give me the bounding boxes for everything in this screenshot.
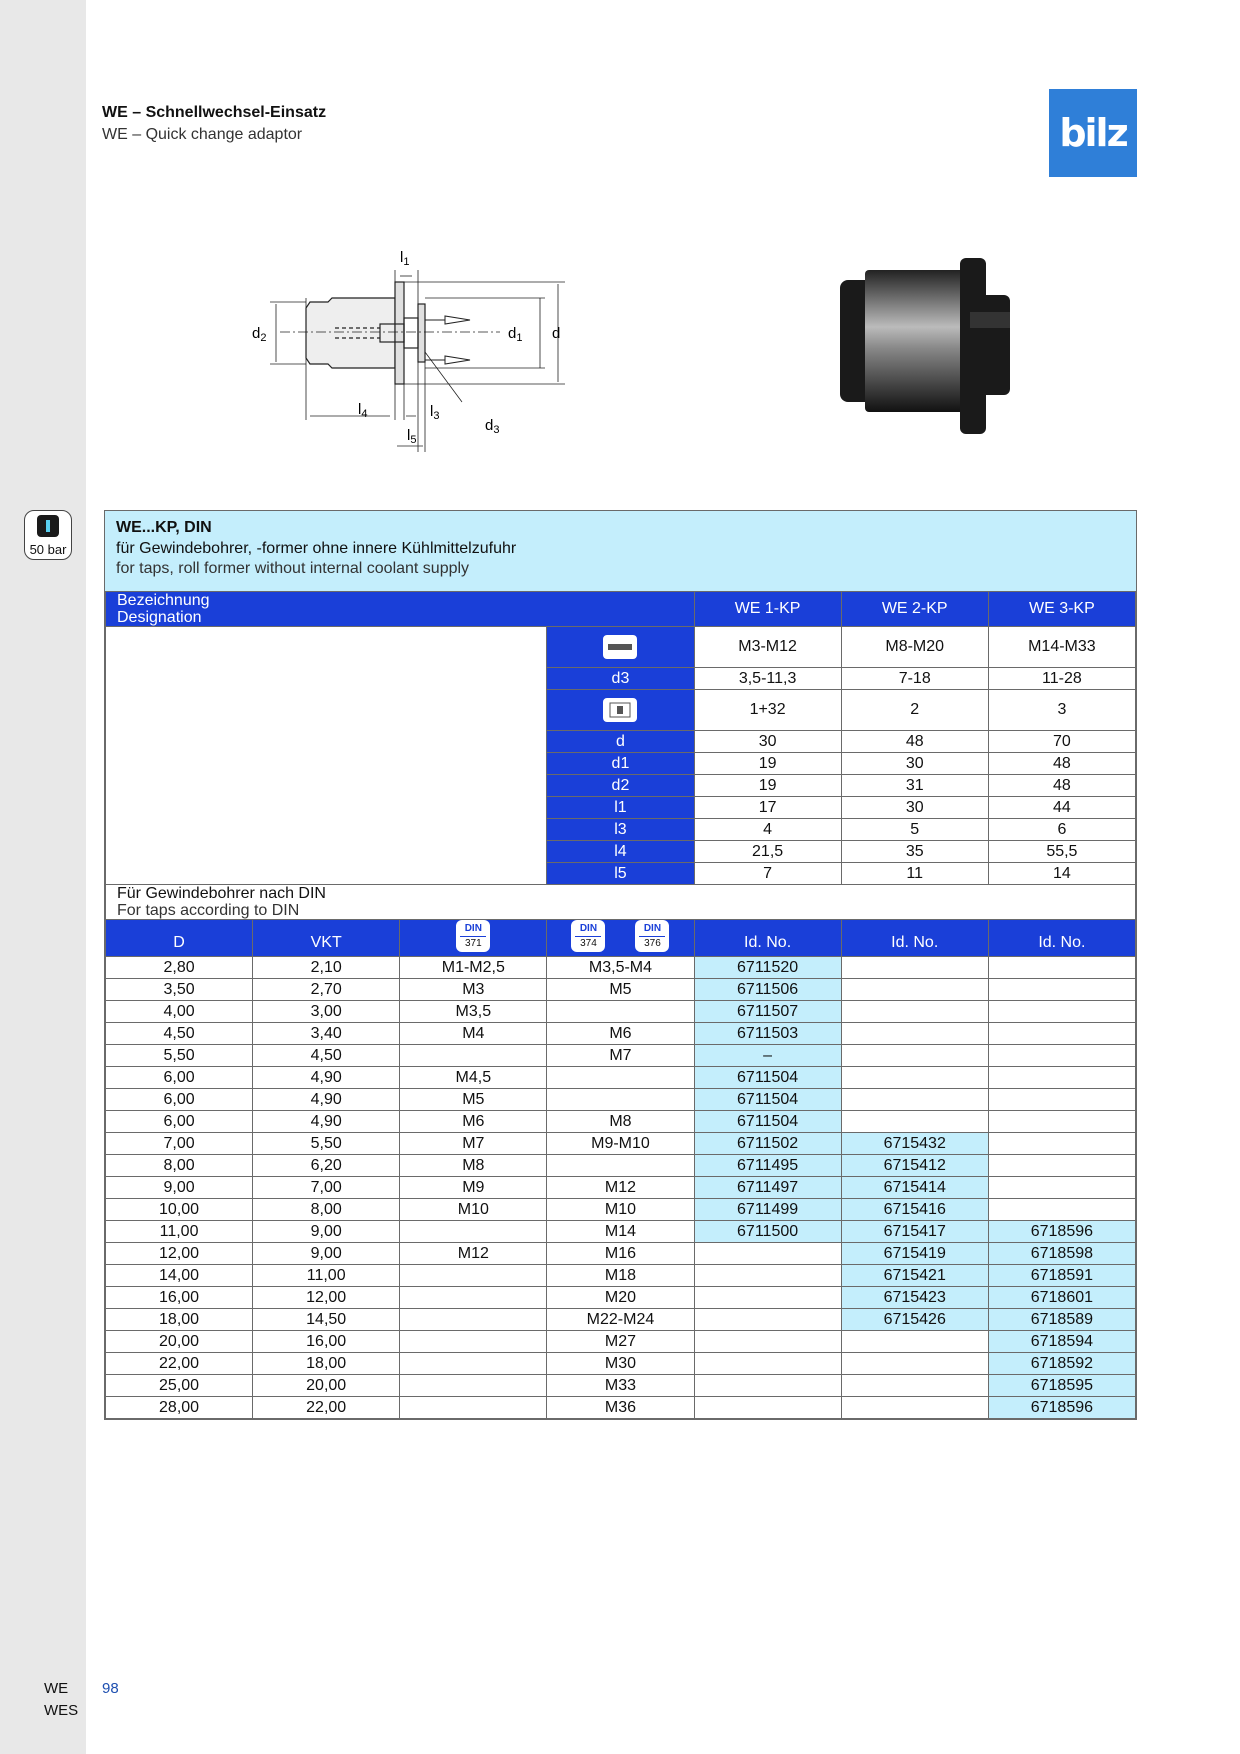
spec-cell: M3-M12 (694, 627, 841, 668)
table-cell: 6718601 (988, 1287, 1135, 1309)
specification-table (104, 510, 1137, 1420)
label-l3: l (430, 403, 434, 420)
table-cell: 6711504 (694, 1089, 841, 1111)
table-cell: M12 (547, 1177, 694, 1199)
sidebar (0, 0, 86, 1754)
table-cell: 14,00 (106, 1265, 253, 1287)
table-cell: 3,50 (106, 979, 253, 1001)
table-cell: 11,00 (106, 1221, 253, 1243)
spec-cell: 30 (841, 797, 988, 819)
table-row (106, 1287, 1136, 1309)
table-cell: 6,00 (106, 1111, 253, 1133)
label-d1: d (508, 325, 517, 342)
table-cell: 9,00 (106, 1177, 253, 1199)
spec-cell: 3 (988, 690, 1135, 731)
table-cell: M8 (547, 1111, 694, 1133)
table-cell: 6711507 (694, 1001, 841, 1023)
column-header-vkt: VKT (253, 920, 400, 957)
table-cell: 6,00 (106, 1089, 253, 1111)
table-cell (841, 1045, 988, 1067)
label-d3: d (485, 417, 494, 434)
table-cell: 4,90 (253, 1067, 400, 1089)
label-d2-sub: 2 (260, 332, 267, 344)
table-row (106, 1001, 1136, 1023)
spec-row-label: l1 (547, 797, 694, 819)
table-cell (841, 957, 988, 979)
table-cell (547, 1067, 694, 1089)
spec-row-label: l5 (547, 863, 694, 885)
spec-cell: 48 (988, 775, 1135, 797)
table-cell: M5 (547, 979, 694, 1001)
table-cell: 25,00 (106, 1375, 253, 1397)
table-cell: 4,50 (106, 1023, 253, 1045)
din-374-icon: DIN 374 (571, 920, 605, 952)
spec-row-label: d2 (547, 775, 694, 797)
page-title: WE – Schnellwechsel-Einsatz (102, 104, 327, 121)
table-cell (694, 1309, 841, 1331)
table-cell (988, 957, 1135, 979)
spec-cell: 19 (694, 775, 841, 797)
size-row-label (547, 690, 694, 731)
table-cell (400, 1221, 547, 1243)
label-l5-sub: 5 (410, 434, 417, 446)
table-cell: M36 (547, 1397, 694, 1419)
label-l3-sub: 3 (433, 410, 440, 422)
table-cell: M20 (547, 1287, 694, 1309)
table-row (106, 1375, 1136, 1397)
table-cell (547, 1001, 694, 1023)
svg-text:l5 (407, 427, 416, 446)
description-en: for taps, roll former without internal coolant supply (116, 560, 470, 577)
table-cell: M16 (547, 1243, 694, 1265)
table-cell: 2,80 (106, 957, 253, 979)
table-row (106, 1265, 1136, 1287)
table-row (106, 1089, 1136, 1111)
table-cell: M6 (547, 1023, 694, 1045)
table-cell: 10,00 (106, 1199, 253, 1221)
table-cell (694, 1397, 841, 1419)
spec-cell: 6 (988, 819, 1135, 841)
table-cell (400, 1331, 547, 1353)
table-cell (400, 1287, 547, 1309)
spec-cell: 70 (988, 731, 1135, 753)
spec-cell: 7 (694, 863, 841, 885)
label-l1: l (400, 249, 404, 266)
coolant-pressure-badge (24, 510, 72, 560)
table-cell (841, 1089, 988, 1111)
description-de: für Gewindebohrer, -former ohne innere Kühlmittelzufuhr (116, 540, 517, 557)
spec-cell: 1+32 (694, 690, 841, 731)
spec-cell: 48 (988, 753, 1135, 775)
table-cell: 6718591 (988, 1265, 1135, 1287)
table-cell (400, 1353, 547, 1375)
table-cell: 4,00 (106, 1001, 253, 1023)
column-header-d: D (106, 920, 253, 957)
table-cell: 2,70 (253, 979, 400, 1001)
spec-cell: 14 (988, 863, 1135, 885)
table-cell (400, 1309, 547, 1331)
table-cell (694, 1287, 841, 1309)
table-cell: 12,00 (253, 1287, 400, 1309)
table-cell: M7 (400, 1133, 547, 1155)
bilz-logo: bilz (1049, 89, 1137, 177)
technical-drawing (240, 240, 570, 460)
table-row (106, 1199, 1136, 1221)
label-l4: l (358, 401, 362, 418)
table-row (106, 1221, 1136, 1243)
section-code-we: WE (44, 1680, 69, 1697)
table-cell: 6715419 (841, 1243, 988, 1265)
table-cell: 4,90 (253, 1111, 400, 1133)
spec-cell: 21,5 (694, 841, 841, 863)
table-cell: 6711499 (694, 1199, 841, 1221)
table-cell: 6715432 (841, 1133, 988, 1155)
section-code-wes: WES (44, 1702, 79, 1719)
spec-cell: M14-M33 (988, 627, 1135, 668)
label-l1-sub: 1 (403, 256, 410, 268)
table-cell (400, 1375, 547, 1397)
table-cell: 14,50 (253, 1309, 400, 1331)
table-cell (988, 1023, 1135, 1045)
spec-cell: 17 (694, 797, 841, 819)
spec-row-label: l4 (547, 841, 694, 863)
table-cell: 6711495 (694, 1155, 841, 1177)
table-row (106, 1353, 1136, 1375)
table-cell: 8,00 (253, 1199, 400, 1221)
table-cell: 6711504 (694, 1111, 841, 1133)
intro-panel (105, 511, 1136, 591)
label-d1-sub: 1 (516, 332, 523, 344)
column-header-din371 (400, 920, 547, 957)
designation-header (106, 592, 695, 627)
table-cell (988, 1199, 1135, 1221)
table-cell: 6715423 (841, 1287, 988, 1309)
table-cell: 9,00 (253, 1221, 400, 1243)
table-cell: M6 (400, 1111, 547, 1133)
table-cell: 18,00 (106, 1309, 253, 1331)
label-d2: d (252, 325, 261, 342)
designation-label-en: Designation (117, 609, 202, 626)
svg-text:l3 (430, 403, 439, 422)
table-cell: 6715414 (841, 1177, 988, 1199)
table-cell: 6715421 (841, 1265, 988, 1287)
table-cell (841, 1375, 988, 1397)
table-cell (841, 1001, 988, 1023)
table-row (106, 979, 1136, 1001)
table-cell: 6718596 (988, 1397, 1135, 1419)
table-cell: M8 (400, 1155, 547, 1177)
table-cell: M30 (547, 1353, 694, 1375)
pressure-label: 50 bar (29, 542, 67, 557)
table-cell: M9-M10 (547, 1133, 694, 1155)
spec-cell: 11 (841, 863, 988, 885)
table-cell (694, 1265, 841, 1287)
table-row (106, 1045, 1136, 1067)
svg-text:l1 (400, 249, 409, 268)
table-cell (841, 1023, 988, 1045)
table-cell (988, 1089, 1135, 1111)
table-cell (694, 1375, 841, 1397)
svg-text:d2 (252, 325, 266, 344)
table-cell (547, 1155, 694, 1177)
table-cell (988, 979, 1135, 1001)
table-cell: M18 (547, 1265, 694, 1287)
spec-cell: 55,5 (988, 841, 1135, 863)
table-row (106, 1331, 1136, 1353)
tap-table-body (106, 957, 1136, 1419)
table-cell (841, 1397, 988, 1419)
spec-row-label: d1 (547, 753, 694, 775)
table-cell: M4,5 (400, 1067, 547, 1089)
table-cell: 6711497 (694, 1177, 841, 1199)
table-cell (694, 1331, 841, 1353)
table-cell (988, 1001, 1135, 1023)
spec-row-label: d3 (547, 668, 694, 690)
table-cell: 22,00 (106, 1353, 253, 1375)
din-note (106, 885, 1136, 920)
tap-range-row-label (547, 627, 694, 668)
table-row (106, 1309, 1136, 1331)
table-cell (988, 1067, 1135, 1089)
spec-blank-area (106, 627, 547, 885)
label-d3-sub: 3 (493, 424, 500, 436)
spec-cell: 44 (988, 797, 1135, 819)
table-cell: 3,00 (253, 1001, 400, 1023)
size-icon (603, 698, 637, 722)
label-l5: l (407, 427, 411, 444)
tap-icon (603, 635, 637, 659)
table-cell (694, 1243, 841, 1265)
coolant-drop-icon (37, 515, 59, 537)
table-cell: 5,50 (106, 1045, 253, 1067)
table-row (106, 1111, 1136, 1133)
table-cell: 6711506 (694, 979, 841, 1001)
table-cell: 6715426 (841, 1309, 988, 1331)
spec-row-label: d (547, 731, 694, 753)
dimension-table (105, 591, 1136, 1419)
table-cell: 20,00 (253, 1375, 400, 1397)
spec-cell: 3,5-11,3 (694, 668, 841, 690)
table-cell (547, 1089, 694, 1111)
column-header-id-we1: Id. No. (694, 920, 841, 957)
table-cell: 6711500 (694, 1221, 841, 1243)
table-cell: 20,00 (106, 1331, 253, 1353)
table-cell (988, 1045, 1135, 1067)
table-cell: 18,00 (253, 1353, 400, 1375)
table-row (106, 1023, 1136, 1045)
table-cell: 8,00 (106, 1155, 253, 1177)
table-cell: 6715417 (841, 1221, 988, 1243)
din-note-de: Für Gewindebohrer nach DIN (117, 885, 326, 902)
spec-row-label: l3 (547, 819, 694, 841)
label-l4-sub: 4 (361, 408, 368, 420)
table-cell: 6718589 (988, 1309, 1135, 1331)
table-cell (988, 1133, 1135, 1155)
table-cell: 22,00 (253, 1397, 400, 1419)
spec-cell: 7-18 (841, 668, 988, 690)
table-cell: 11,00 (253, 1265, 400, 1287)
table-cell: 16,00 (253, 1331, 400, 1353)
table-cell: 2,10 (253, 957, 400, 979)
table-cell: M12 (400, 1243, 547, 1265)
table-cell: 6718596 (988, 1221, 1135, 1243)
column-header-id-we2: Id. No. (841, 920, 988, 957)
column-header-din374-376 (547, 920, 694, 957)
table-cell: 9,00 (253, 1243, 400, 1265)
table-cell: 6718594 (988, 1331, 1135, 1353)
table-cell: M4 (400, 1023, 547, 1045)
table-cell (841, 1353, 988, 1375)
table-cell (841, 1111, 988, 1133)
table-cell: 7,00 (253, 1177, 400, 1199)
table-cell: 6711503 (694, 1023, 841, 1045)
table-cell: 5,50 (253, 1133, 400, 1155)
table-cell: 6711502 (694, 1133, 841, 1155)
table-cell: M3,5-M4 (547, 957, 694, 979)
table-cell (400, 1045, 547, 1067)
table-cell: M3 (400, 979, 547, 1001)
table-cell: M22-M24 (547, 1309, 694, 1331)
spec-cell: 19 (694, 753, 841, 775)
table-cell (841, 979, 988, 1001)
page-number: 98 (102, 1680, 119, 1697)
table-cell: 7,00 (106, 1133, 253, 1155)
table-cell (988, 1111, 1135, 1133)
table-cell: M9 (400, 1177, 547, 1199)
table-cell (694, 1353, 841, 1375)
din-371-icon: DIN 371 (456, 920, 490, 952)
designation-label-de: Bezeichnung (117, 592, 210, 609)
table-cell: 6718595 (988, 1375, 1135, 1397)
table-cell: 6,00 (106, 1067, 253, 1089)
table-cell: M27 (547, 1331, 694, 1353)
table-cell (988, 1177, 1135, 1199)
table-cell: M3,5 (400, 1001, 547, 1023)
table-row (106, 1155, 1136, 1177)
table-cell: 6711520 (694, 957, 841, 979)
spec-cell: 48 (841, 731, 988, 753)
table-cell: – (694, 1045, 841, 1067)
table-cell (400, 1265, 547, 1287)
table-cell: 4,50 (253, 1045, 400, 1067)
table-cell: 6,20 (253, 1155, 400, 1177)
product-series-title: WE...KP, DIN (116, 519, 212, 536)
table-cell (988, 1155, 1135, 1177)
page-subtitle: WE – Quick change adaptor (102, 126, 303, 143)
table-row (106, 1177, 1136, 1199)
spec-cell: 5 (841, 819, 988, 841)
table-cell: M10 (400, 1199, 547, 1221)
table-cell: 3,40 (253, 1023, 400, 1045)
table-cell: 6718598 (988, 1243, 1135, 1265)
spec-cell: 31 (841, 775, 988, 797)
label-d: d (552, 325, 561, 342)
svg-text:l4 (358, 401, 367, 420)
table-cell: 6711504 (694, 1067, 841, 1089)
table-cell: 4,90 (253, 1089, 400, 1111)
table-cell: M10 (547, 1199, 694, 1221)
table-row (106, 1133, 1136, 1155)
table-cell: 28,00 (106, 1397, 253, 1419)
spec-cell: 30 (694, 731, 841, 753)
spec-cell: 2 (841, 690, 988, 731)
svg-text:d3 (485, 417, 499, 436)
product-photo (820, 250, 1030, 440)
spec-cell: 35 (841, 841, 988, 863)
table-cell: M1-M2,5 (400, 957, 547, 979)
table-cell: 12,00 (106, 1243, 253, 1265)
table-cell: M5 (400, 1089, 547, 1111)
table-cell: 6718592 (988, 1353, 1135, 1375)
table-cell: 6715416 (841, 1199, 988, 1221)
spec-cell: M8-M20 (841, 627, 988, 668)
din-376-icon: DIN 376 (635, 920, 669, 952)
table-row (106, 1243, 1136, 1265)
table-cell: M7 (547, 1045, 694, 1067)
column-we3kp: WE 3-KP (988, 592, 1135, 627)
column-we2kp: WE 2-KP (841, 592, 988, 627)
table-cell (400, 1397, 547, 1419)
spec-cell: 30 (841, 753, 988, 775)
table-cell: 6715412 (841, 1155, 988, 1177)
table-row (106, 1397, 1136, 1419)
table-cell: M14 (547, 1221, 694, 1243)
table-cell (841, 1331, 988, 1353)
din-note-en: For taps according to DIN (117, 902, 300, 919)
column-we1kp: WE 1-KP (694, 592, 841, 627)
table-cell: 16,00 (106, 1287, 253, 1309)
svg-text:d1 (508, 325, 522, 344)
table-cell: M33 (547, 1375, 694, 1397)
column-header-id-we3: Id. No. (988, 920, 1135, 957)
table-row (106, 957, 1136, 979)
spec-cell: 4 (694, 819, 841, 841)
spec-cell: 11-28 (988, 668, 1135, 690)
table-row (106, 1067, 1136, 1089)
table-cell (841, 1067, 988, 1089)
